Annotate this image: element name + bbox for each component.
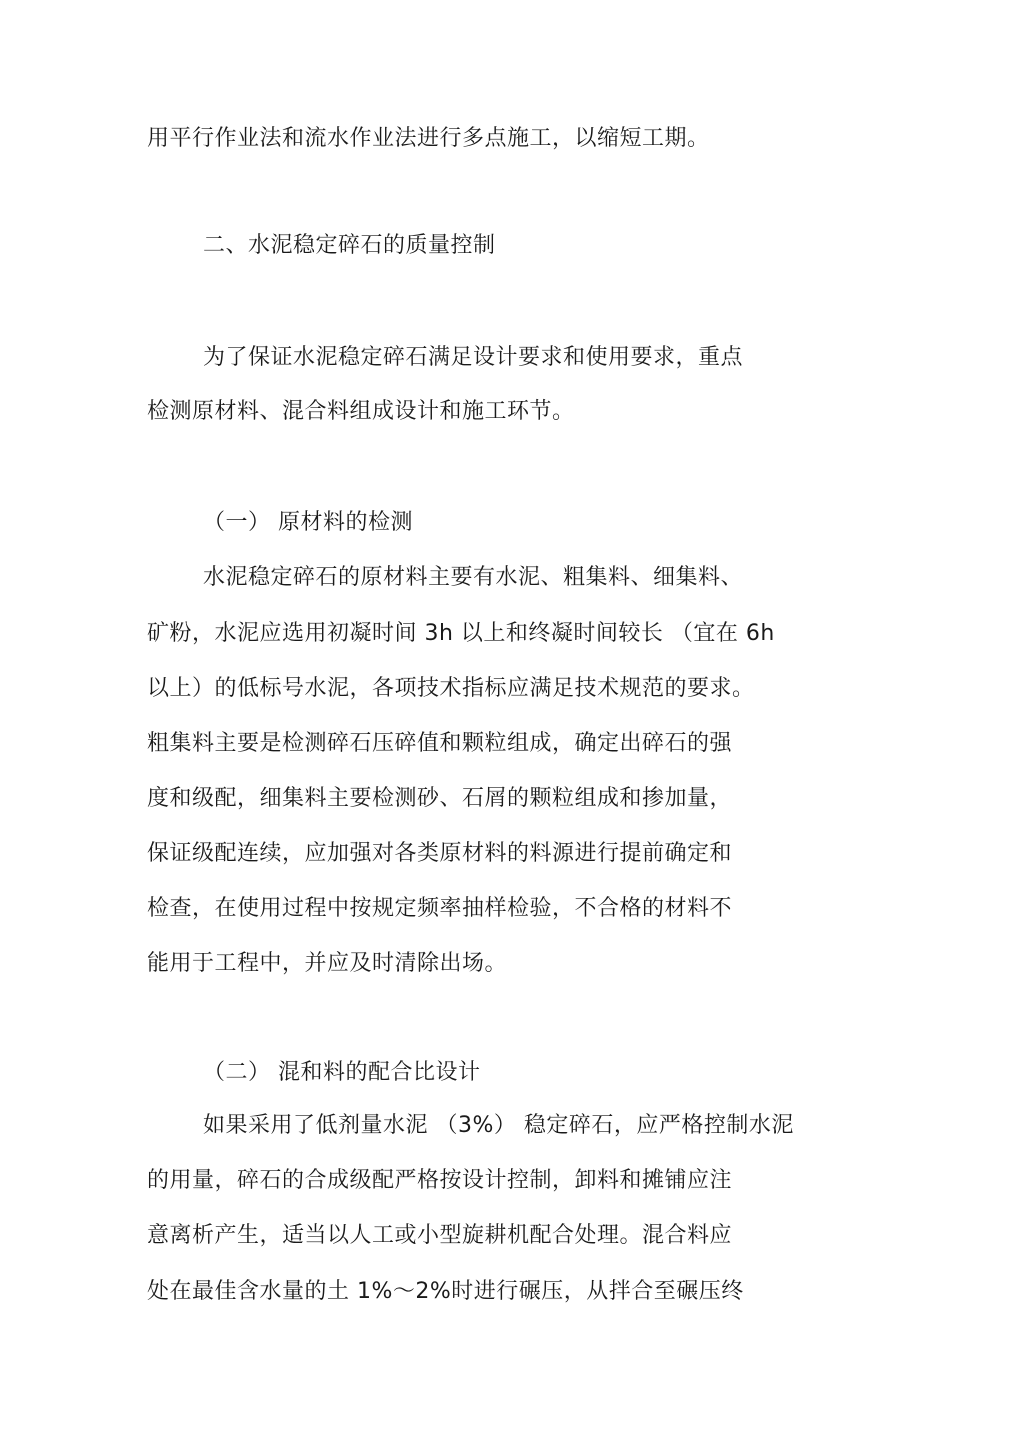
paragraph-line: 水泥稳定碎石的原材料主要有水泥、粗集料、细集料、 (203, 565, 744, 590)
paragraph-line: 粗集料主要是检测碎石压碎值和颗粒组成，确定出碎石的强 (147, 731, 733, 756)
paragraph-line: 矿粉，水泥应选用初凝时间 3h 以上和终凝时间较长 （宜在 6h (147, 621, 775, 646)
paragraph-line: 保证级配连续，应加强对各类原材料的料源进行提前确定和 (147, 841, 733, 866)
paragraph-line: 能用于工程中，并应及时清除出场。 (147, 951, 508, 976)
paragraph-line: 检测原材料、混合料组成设计和施工环节。 (147, 399, 575, 424)
paragraph-line: 如果采用了低剂量水泥 （3%） 稳定碎石，应严格控制水泥 (203, 1113, 794, 1138)
paragraph-line: 以上）的低标号水泥，各项技术指标应满足技术规范的要求。 (147, 676, 755, 701)
paragraph-line: 意离析产生，适当以人工或小型旋耕机配合处理。混合料应 (147, 1223, 733, 1248)
paragraph-line: 处在最佳含水量的土 1%～2%时进行碾压，从拌合至碾压终 (147, 1279, 744, 1304)
paragraph-line: 为了保证水泥稳定碎石满足设计要求和使用要求，重点 (203, 345, 744, 370)
subsection-heading: （二） 混和料的配合比设计 (203, 1060, 481, 1085)
paragraph-line: 用平行作业法和流水作业法进行多点施工，以缩短工期。 (147, 126, 710, 151)
paragraph-line: 度和级配，细集料主要检测砂、石屑的颗粒组成和掺加量， (147, 786, 733, 811)
section-heading: 二、水泥稳定碎石的质量控制 (203, 233, 496, 258)
paragraph-line: 的用量，碎石的合成级配严格按设计控制，卸料和摊铺应注 (147, 1168, 733, 1193)
paragraph-line: 检查，在使用过程中按规定频率抽样检验，不合格的材料不 (147, 896, 733, 921)
subsection-heading: （一） 原材料的检测 (203, 510, 413, 535)
